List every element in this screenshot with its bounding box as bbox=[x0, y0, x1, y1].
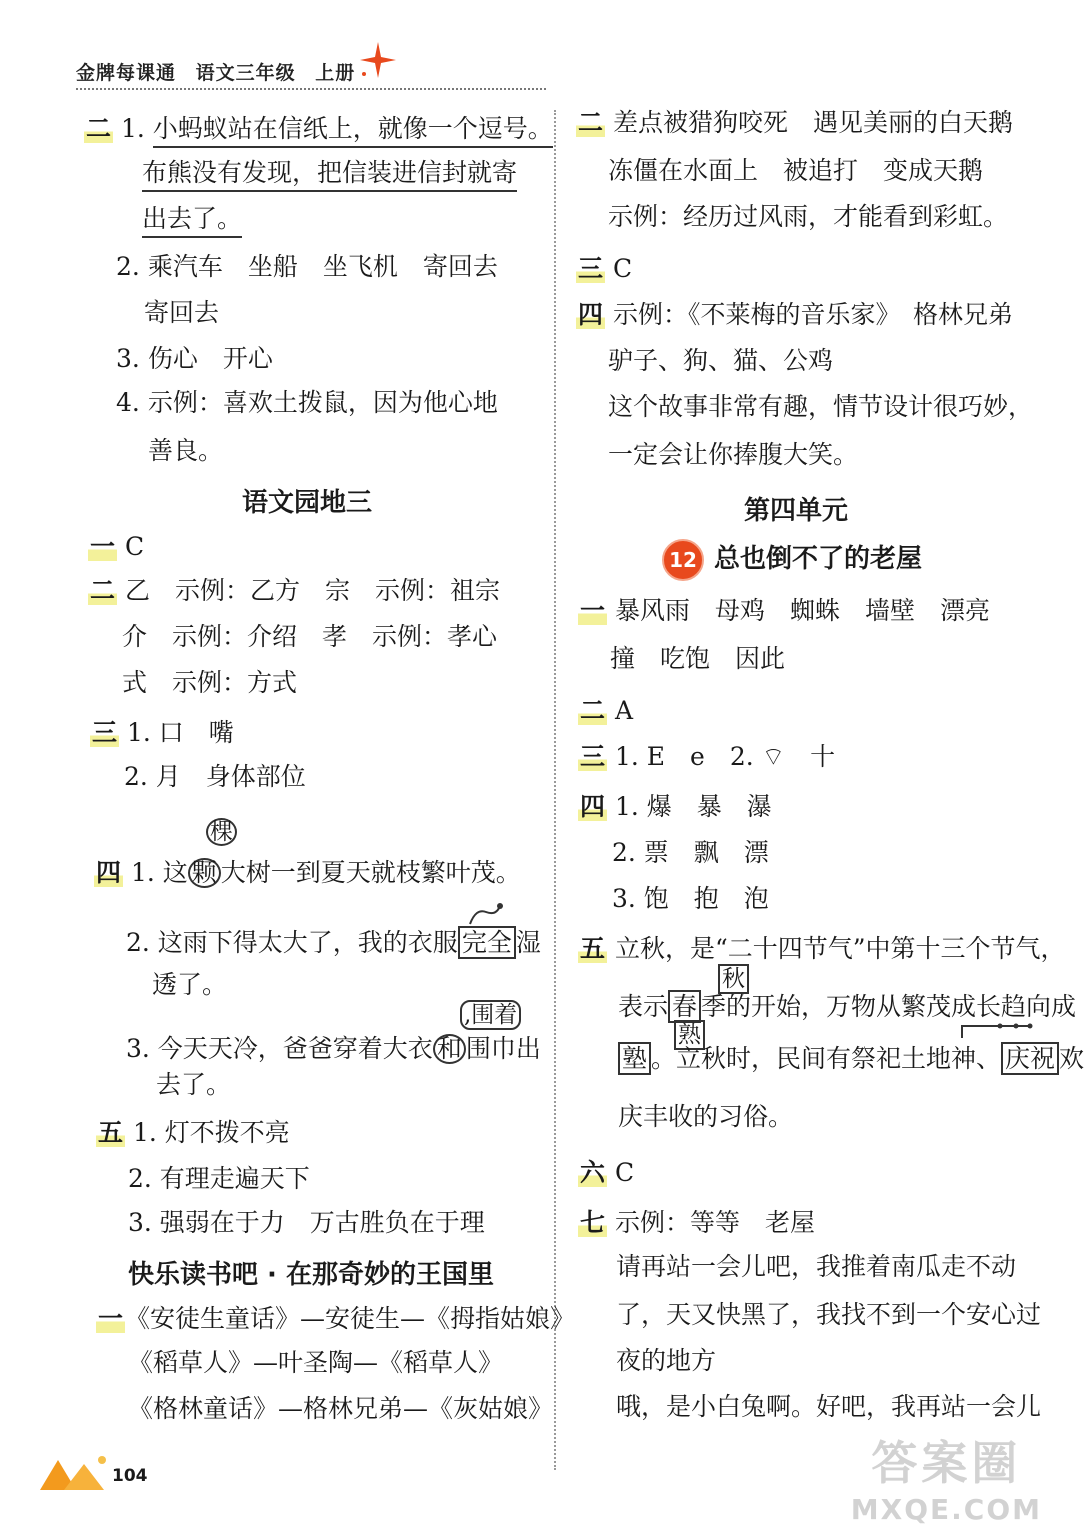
yd-answer-1: 一 C bbox=[90, 532, 145, 561]
r-answer-4: 四 示例：《不莱梅的音乐家》 格林兄弟 bbox=[578, 300, 1013, 329]
section-heading-yuwenyuandi: 语文园地三 bbox=[242, 488, 373, 518]
r-answer-2: 二 差点被猎狗咬死 遇见美丽的白天鹅 bbox=[578, 108, 1013, 137]
reading-answer-1c: 《格林童话》—格林兄弟—《灰姑娘》 bbox=[128, 1394, 554, 1423]
yd-answer-2-cont2: 式 示例：方式 bbox=[122, 668, 298, 697]
yd-answer-4-2: 2. 这雨下得太大了，我的衣服 完全 湿 bbox=[126, 928, 541, 957]
yd-answer-4-3: 3. 今天天冷，爸爸穿着大衣 和 围巾出 bbox=[126, 1034, 541, 1063]
lesson-answer-5: 五 立秋，是“二十四节气”中第十三个节气， bbox=[580, 934, 1066, 963]
answer-2-3: 3. 伤心 开心 bbox=[116, 344, 273, 373]
correction-mark-2: ,围着 bbox=[460, 996, 521, 1029]
unit-heading: 第四单元 bbox=[744, 496, 849, 526]
r-answer-2b: 冻僵在水面上 被追打 变成天鹅 bbox=[608, 156, 984, 185]
r-answer-2c: 示例：经历过风雨，才能看到彩虹。 bbox=[608, 202, 1009, 231]
brand-title: 金牌每课通 bbox=[76, 62, 177, 84]
lesson-answer-7d: 夜的地方 bbox=[616, 1346, 717, 1375]
lesson-answer-7b: 请再站一会儿吧，我推着南瓜走不动 bbox=[616, 1252, 1017, 1281]
r-answer-3: 三 C bbox=[578, 254, 633, 283]
lesson-answer-7e: 哦，是小白兔啊。好吧，我再站一会儿 bbox=[616, 1392, 1042, 1421]
deletion-mark-icon-2 bbox=[960, 1018, 1040, 1042]
watermark-line2: MXQE.COM bbox=[850, 1493, 1042, 1526]
lesson-answer-5d: 庆丰收的习俗。 bbox=[618, 1102, 794, 1131]
mountain-logo-icon bbox=[40, 1452, 112, 1492]
yd-answer-4-1: 四 1. 这 颗 大树一到夏天就枝繁叶茂。 bbox=[96, 858, 521, 887]
page-header bbox=[76, 58, 367, 85]
correction-mark: 棵 bbox=[206, 818, 237, 846]
lesson-title: 总也倒不了的老屋 bbox=[714, 544, 923, 574]
answer-2-1-cont2: 出去了。 bbox=[142, 206, 242, 231]
yd-answer-5: 五 1. 灯不拨不亮 bbox=[98, 1118, 290, 1147]
answer-2-2: 2. 乘汽车 坐船 坐飞机 寄回去 bbox=[116, 252, 498, 281]
lesson-heading bbox=[662, 538, 922, 581]
subject-title: 语文三年级 bbox=[195, 62, 296, 84]
lesson-answer-4: 四 1. 爆 暴 瀑 bbox=[580, 792, 772, 821]
yd-answer-5-3: 3. 强弱在于力 万古胜负在于理 bbox=[128, 1208, 485, 1237]
lesson-answer-1b: 撞 吃饱 因此 bbox=[610, 644, 786, 673]
answer-2-1-cont: 布熊没有发现，把信装进信封就寄 bbox=[142, 160, 517, 185]
deletion-mark-icon bbox=[466, 902, 506, 928]
star-icon bbox=[356, 40, 400, 84]
correction-qiu: 秋 bbox=[718, 960, 749, 993]
section-heading-reading: 快乐读书吧 · 在那奇妙的王国里 bbox=[128, 1260, 494, 1290]
lesson-answer-1: 一 暴风雨 母鸡 蜘蛛 墙壁 漂亮 bbox=[580, 596, 990, 625]
lesson-answer-5c: 塾 。立秋时，民间有祭祀土地神、 庆祝 欢 bbox=[618, 1046, 1084, 1071]
lesson-answer-7: 七 示例：等等 老屋 bbox=[580, 1208, 815, 1237]
yd-answer-2-cont: 介 示例：介绍 孝 示例：孝心 bbox=[122, 622, 498, 651]
lesson-answer-4-3: 3. 饱 抱 泡 bbox=[612, 884, 769, 913]
header-rule bbox=[76, 88, 546, 90]
answer-2-4-cont: 善良。 bbox=[148, 436, 224, 465]
answer-2-4: 4. 示例：喜欢土拨鼠，因为他心地 bbox=[116, 388, 498, 417]
yd-answer-4-2-cont: 透了。 bbox=[152, 970, 228, 999]
yd-answer-3: 三 1. 口 嘴 bbox=[92, 718, 234, 747]
lesson-number-badge: 12 bbox=[662, 539, 704, 581]
reading-answer-1b: 《稻草人》—叶圣陶—《稻草人》 bbox=[128, 1348, 504, 1377]
r-answer-4b: 驴子、狗、猫、公鸡 bbox=[608, 346, 834, 375]
column-divider bbox=[554, 110, 556, 1470]
answer-2-1: 二 1. 小蚂蚁站在信纸上，就像一个逗号。 bbox=[84, 116, 553, 141]
watermark bbox=[851, 1427, 1042, 1526]
lesson-answer-4-2: 2. 票 飘 漂 bbox=[612, 838, 769, 867]
lesson-answer-7c: 了，天又快黑了，我找不到一个安心过 bbox=[616, 1300, 1042, 1329]
lesson-answer-3: 三 1. E e 2. ⌔ 十 bbox=[580, 742, 836, 771]
lesson-answer-2: 二 A bbox=[580, 696, 634, 725]
reading-answer-1: 一《安徒生童话》—安徒生—《拇指姑娘》 bbox=[98, 1304, 576, 1333]
answer-2-2-cont: 寄回去 bbox=[144, 298, 220, 327]
r-answer-4d: 一定会让你捧腹大笑。 bbox=[608, 440, 859, 469]
yd-answer-4-3-cont: 去了。 bbox=[156, 1070, 232, 1099]
page-number: 104 bbox=[112, 1466, 148, 1486]
watermark-line1: 答案圈 bbox=[871, 1436, 1022, 1490]
lesson-answer-6: 六 C bbox=[580, 1158, 635, 1187]
r-answer-4c: 这个故事非常有趣，情节设计很巧妙， bbox=[608, 392, 1034, 421]
yd-answer-5-2: 2. 有理走遍天下 bbox=[128, 1164, 310, 1193]
yd-answer-3-2: 2. 月 身体部位 bbox=[124, 762, 306, 791]
correction-shu: 熟 bbox=[674, 1016, 705, 1049]
lesson-answer-5b: 表示 春 季的开始，万物从繁茂成长趋向成 bbox=[618, 992, 1077, 1021]
volume-title: 上册 bbox=[315, 62, 356, 84]
yd-answer-2: 二 乙 示例：乙方 宗 示例：祖宗 bbox=[90, 576, 500, 605]
